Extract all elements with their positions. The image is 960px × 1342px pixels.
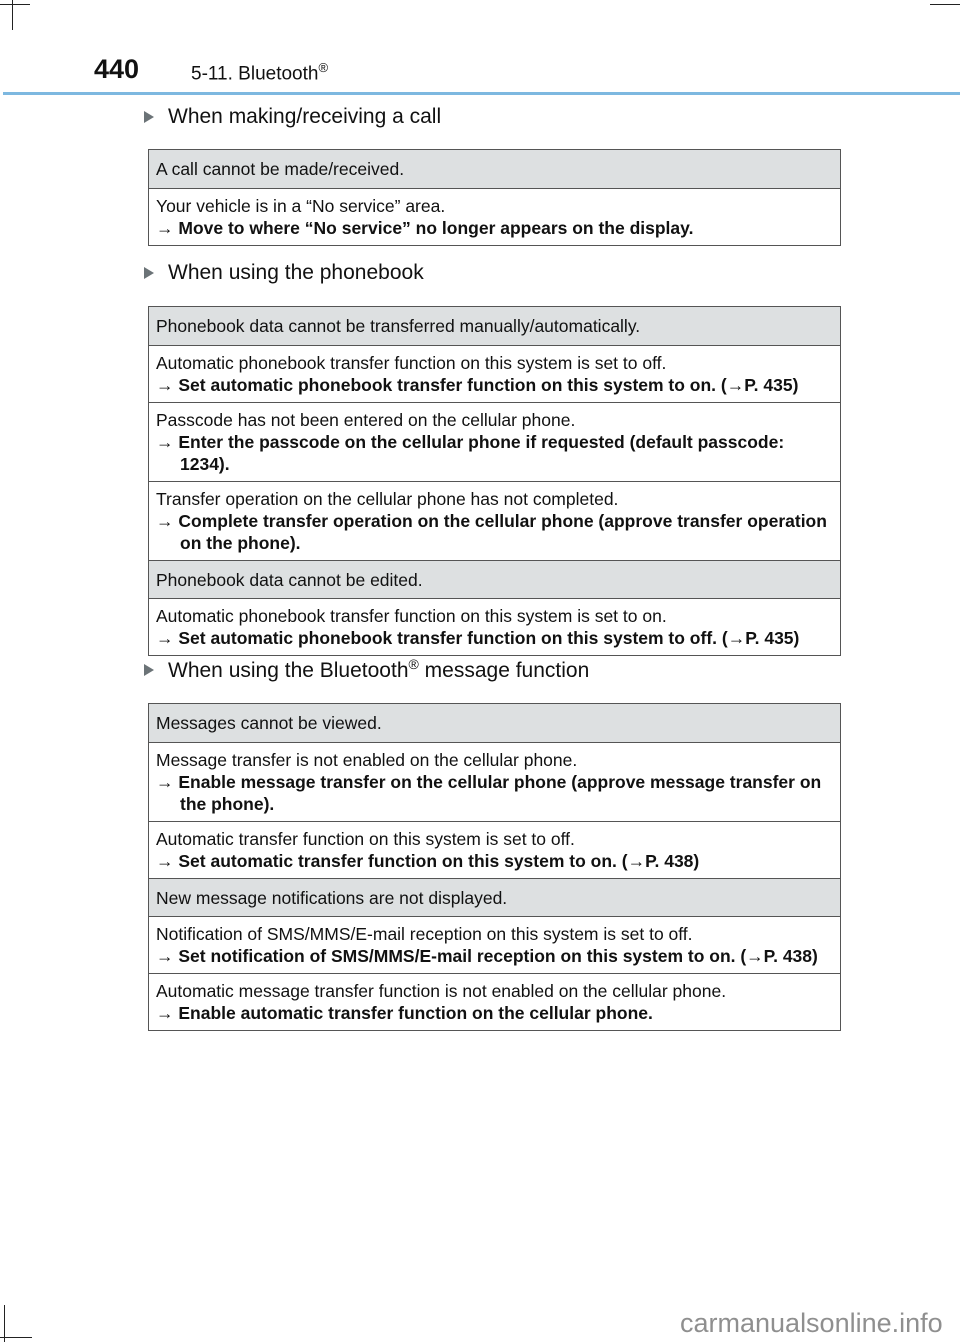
section-title xyxy=(191,60,328,85)
problem-text: Phonebook data cannot be transferred manually/automatically. xyxy=(156,316,641,336)
header-rule xyxy=(3,92,960,95)
problem-text: Messages cannot be viewed. xyxy=(156,713,382,733)
action-text: → Enable message transfer on the cellular phone (approve message transfer on the phone). xyxy=(156,772,822,814)
section-title-text: 5-11. Bluetooth xyxy=(191,63,319,85)
action-text: → Set notification of SMS/MMS/E-mail reception on this system to on. (→P. 438) xyxy=(156,946,818,966)
registered-mark: ® xyxy=(318,60,329,75)
action-text: → Complete transfer operation on the cellular phone (approve transfer operation on the phone). xyxy=(156,511,827,553)
cause-text: Automatic message transfer function is not enabled on the cellular phone. xyxy=(156,981,727,1001)
action-text: → Set automatic phonebook transfer function on this system to off. (→P. 435) xyxy=(156,628,800,648)
crop-mark-top-left-h xyxy=(0,4,30,5)
problem-row xyxy=(149,150,840,188)
triangle-bullet-icon xyxy=(144,111,154,123)
crop-mark-bottom-left-h xyxy=(0,1337,32,1338)
cause-row xyxy=(149,402,840,481)
cause-row xyxy=(149,188,840,245)
cause-text: Passcode has not been entered on the cellular phone. xyxy=(156,410,576,430)
watermark: carmanualsonline.info xyxy=(680,1308,943,1338)
cause-text: Your vehicle is in a “No service” area. xyxy=(156,196,446,216)
problem-text: A call cannot be made/received. xyxy=(156,159,405,179)
crop-mark-top-right xyxy=(930,4,960,5)
problem-text: New message notifications are not displayed. xyxy=(156,887,508,908)
action-text: → Move to where “No service” no longer appears on the display. xyxy=(156,218,694,238)
problem-row xyxy=(149,307,840,345)
section-heading-text: When making/receiving a call xyxy=(168,105,442,128)
section-heading xyxy=(144,656,589,683)
cause-text: Notification of SMS/MMS/E-mail reception on this system is set to off. xyxy=(156,924,693,944)
cause-row xyxy=(149,481,840,560)
troubleshooting-table xyxy=(148,306,841,656)
problem-text: Phonebook data cannot be edited. xyxy=(156,569,423,590)
problem-row xyxy=(149,560,840,598)
page-number: 440 xyxy=(94,54,140,84)
cause-row xyxy=(149,598,840,655)
cause-text: Transfer operation on the cellular phone has not completed. xyxy=(156,489,619,509)
problem-row xyxy=(149,878,840,916)
cause-text: Automatic transfer function on this system is set to off. xyxy=(156,829,575,849)
action-text: → Set automatic transfer function on this system to on. (→P. 438) xyxy=(156,851,700,871)
cause-row xyxy=(149,742,840,821)
triangle-bullet-icon xyxy=(144,267,154,279)
cause-text: Automatic phonebook transfer function on this system is set to on. xyxy=(156,606,667,626)
section-heading-text: When using the Bluetooth® message function xyxy=(168,656,590,682)
triangle-bullet-icon xyxy=(144,664,154,676)
action-text: → Enter the passcode on the cellular phone if requested (default passcode: 1234). xyxy=(156,432,785,474)
cause-row xyxy=(149,345,840,402)
section-heading xyxy=(144,105,441,129)
section-heading-text: When using the phonebook xyxy=(168,261,424,284)
action-text: → Enable automatic transfer function on the cellular phone. xyxy=(156,1003,653,1023)
action-text: → Set automatic phonebook transfer function on this system to on. (→P. 435) xyxy=(156,375,799,395)
cause-row xyxy=(149,821,840,878)
section-heading xyxy=(144,261,424,285)
troubleshooting-table xyxy=(148,703,841,1031)
cause-row xyxy=(149,916,840,973)
troubleshooting-table xyxy=(148,149,841,246)
cause-row xyxy=(149,973,840,1030)
problem-row xyxy=(149,704,840,742)
cause-text: Message transfer is not enabled on the cellular phone. xyxy=(156,750,578,770)
cause-text: Automatic phonebook transfer function on this system is set to off. xyxy=(156,353,667,373)
